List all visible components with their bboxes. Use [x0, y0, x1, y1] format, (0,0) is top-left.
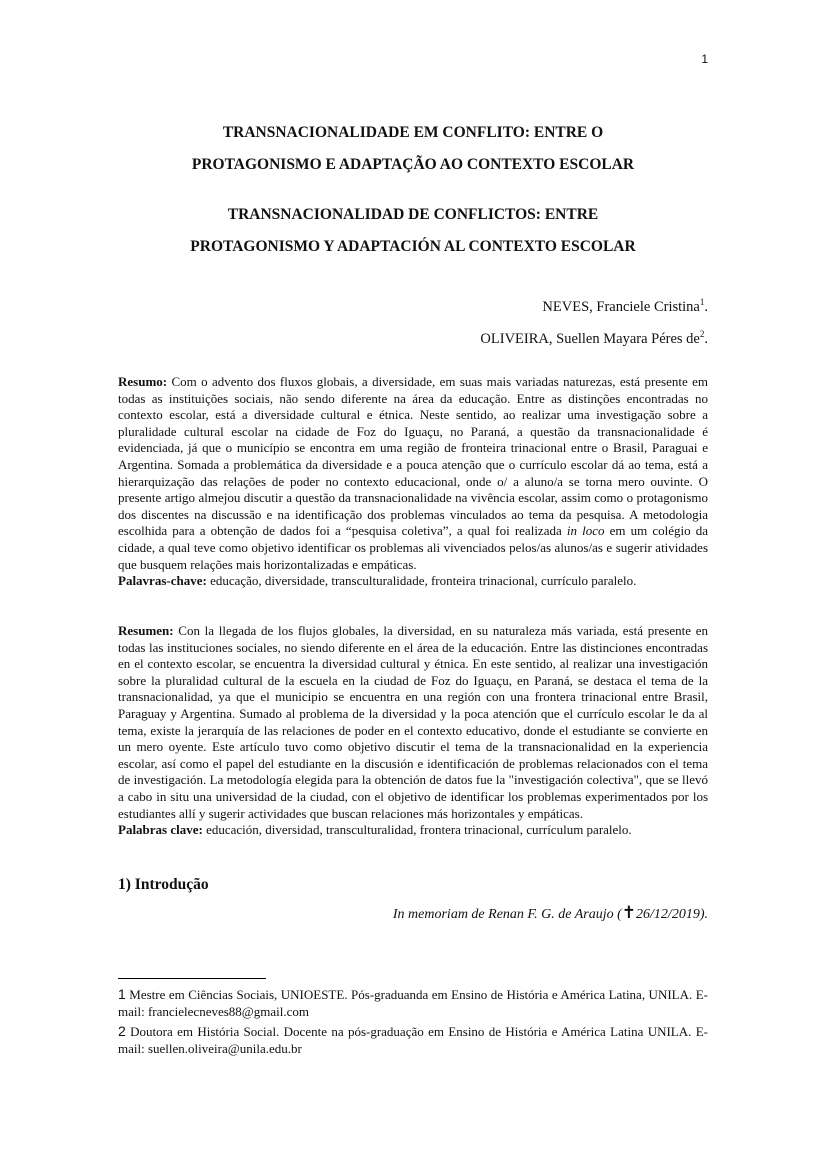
title-pt-line1: TRANSNACIONALIDADE EM CONFLITO: ENTRE O — [222, 124, 604, 141]
author-1-footnote-ref[interactable]: 1 — [699, 297, 705, 307]
title-es-line2: PROTAGONISMO Y ADAPTACIÓN AL CONTEXTO ESCOLAR — [190, 238, 636, 255]
abstract-pt-label: Resumo: — [118, 374, 168, 389]
title-es-line1: TRANSNACIONALIDAD DE CONFLICTOS: ENTRE — [227, 206, 599, 223]
author-list — [480, 289, 708, 353]
author-2 — [480, 321, 708, 353]
dedication-after: 26/12/2019). — [636, 907, 708, 922]
footnotes — [118, 986, 708, 1060]
keywords-es-label: Palabras clave: — [118, 822, 203, 838]
author-2-name: OLIVEIRA, Suellen Mayara Péres de — [480, 330, 700, 347]
abstract-spanish — [118, 623, 708, 839]
footnote-2-text: Doutora em História Social. Docente na pós-graduação em Ensino de História e América Latina UNILA. E-mail: suellen.oliveira@unila.edu.br — [118, 1024, 708, 1056]
author-2-footnote-ref[interactable]: 2 — [699, 328, 705, 339]
dedication — [393, 903, 708, 923]
abstract-pt-text-a: Com o advento dos fluxos globais, a diversidade, em suas mais variadas naturezas, está presente em todas as instituições sociais, não sendo diferente na área da educação. Entre as distinções encontradas no contexto escolar, está a diversidade cultural e étnica. Neste sentido, ao realizar uma investigação sobre a pluralidade cultural escolar na cidade de Foz do Iguaçu, no Paraná, a questão da transnacionalidade é evidenciada, já que o município se encontra em uma região de fronteira trinacional entre o Brasil, Paraguai e Argentina. Somada a problemática da diversidade e a pouca atenção que o currículo escolar dá ao tema, está a hierarquização das relações de poder no contexto educacional, onde o/ a aluno/a se torna mero ouvinte. O presente artigo almejou discutir a questão da transnacionalidade na vivência escolar, assim como o protagonismo dos discentes na discussão e na identificação dos problemas vinculados ao tema da pesquisa. A metodologia escolhida para a obtenção de dados foi a “pesquisa coletiva”, a qual foi realizada — [118, 374, 708, 539]
footnote-2-number: 2 — [118, 1023, 126, 1039]
title-pt-line2: PROTAGONISMO E ADAPTAÇÃO AO CONTEXTO ESCOLAR — [191, 156, 635, 173]
footnote-2 — [118, 1023, 708, 1057]
section-heading-introduction: 1) Introdução — [118, 876, 209, 893]
cross-icon: ✝ — [621, 903, 637, 923]
keywords-pt-text: educação, diversidade, transculturalidade, fronteira trinacional, currículo paralelo. — [206, 573, 637, 589]
abstract-es-keywords — [118, 822, 708, 839]
author-2-end: . — [704, 330, 708, 347]
author-1-name: NEVES, Franciele Cristina — [542, 298, 700, 315]
abstract-pt-text-b: em um colégio da cidade, a qual teve como objetivo identificar os problemas ali vivenciados pelos/as alunos/as e sugerir atividades que busquem relações mais horizontalizadas e empáticas. — [118, 523, 708, 572]
title-portuguese — [118, 117, 708, 181]
abstract-pt-italic: in loco — [566, 523, 605, 539]
dedication-before: In memoriam de Renan F. G. de Araujo ( — [392, 907, 622, 922]
footnote-separator — [118, 978, 266, 979]
author-1 — [480, 289, 708, 321]
footnote-1 — [118, 986, 708, 1020]
abstract-pt-keywords — [118, 573, 708, 590]
keywords-pt-label: Palavras-chave: — [118, 573, 207, 589]
abstract-es-label: Resumen: — [118, 623, 174, 638]
page-number: 1 — [701, 52, 708, 66]
footnote-1-text: Mestre em Ciências Sociais, UNIOESTE. Pós-graduanda em Ensino de História e América Latina, UNILA. E-mail: francielecneves88@gmail.com — [118, 987, 708, 1019]
footnote-1-number: 1 — [118, 986, 126, 1002]
keywords-es-text: educación, diversidad, transculturalidad, frontera trinacional, currículum paralelo. — [202, 822, 632, 838]
author-1-end: . — [704, 298, 708, 315]
abstract-es-body — [118, 623, 708, 822]
abstract-es-text: Con la llegada de los flujos globales, la diversidad, en su naturaleza más variada, está presente en todas las instituciones sociales, no siendo diferente en el área de la educación. Entre las distinciones encontradas en el contexto escolar, se encuentra la diversidad cultural y étnica. En este sentido, al realizar una investigación sobre la pluralidad cultural de la escuela en la ciudad de Foz do Iguaçu, en Paraná, se destaca el tema de la transnacionalidad, ya que el municipio se encuentra en una región con una frontera trinacional entre Brasil, Paraguay y Argentina. Sumado al problema de la diversidad y la poca atención que el currículo escolar le da al tema, existe la jerarquía de las relaciones de poder en el contexto educativo, donde el estudiante se convierte en un mero oyente. Este artículo tuvo como objetivo discutir el tema de la transnacionalidad en la experiencia escolar, así como el papel del estudiante en la discusión e identificación de problemas relacionados con el tema de investigación. La metodología elegida para la obtención de datos fue la "investigación colectiva", que se llevó a cabo in situ una universidad de la ciudad, con el objetivo de identificar los problemas experimentados por los estudiantes allí y sugerir actividades que buscan relaciones más horizontales y empáticas. — [118, 623, 708, 821]
abstract-portuguese — [118, 374, 708, 590]
abstract-pt-body — [118, 374, 708, 573]
title-spanish — [118, 199, 708, 263]
